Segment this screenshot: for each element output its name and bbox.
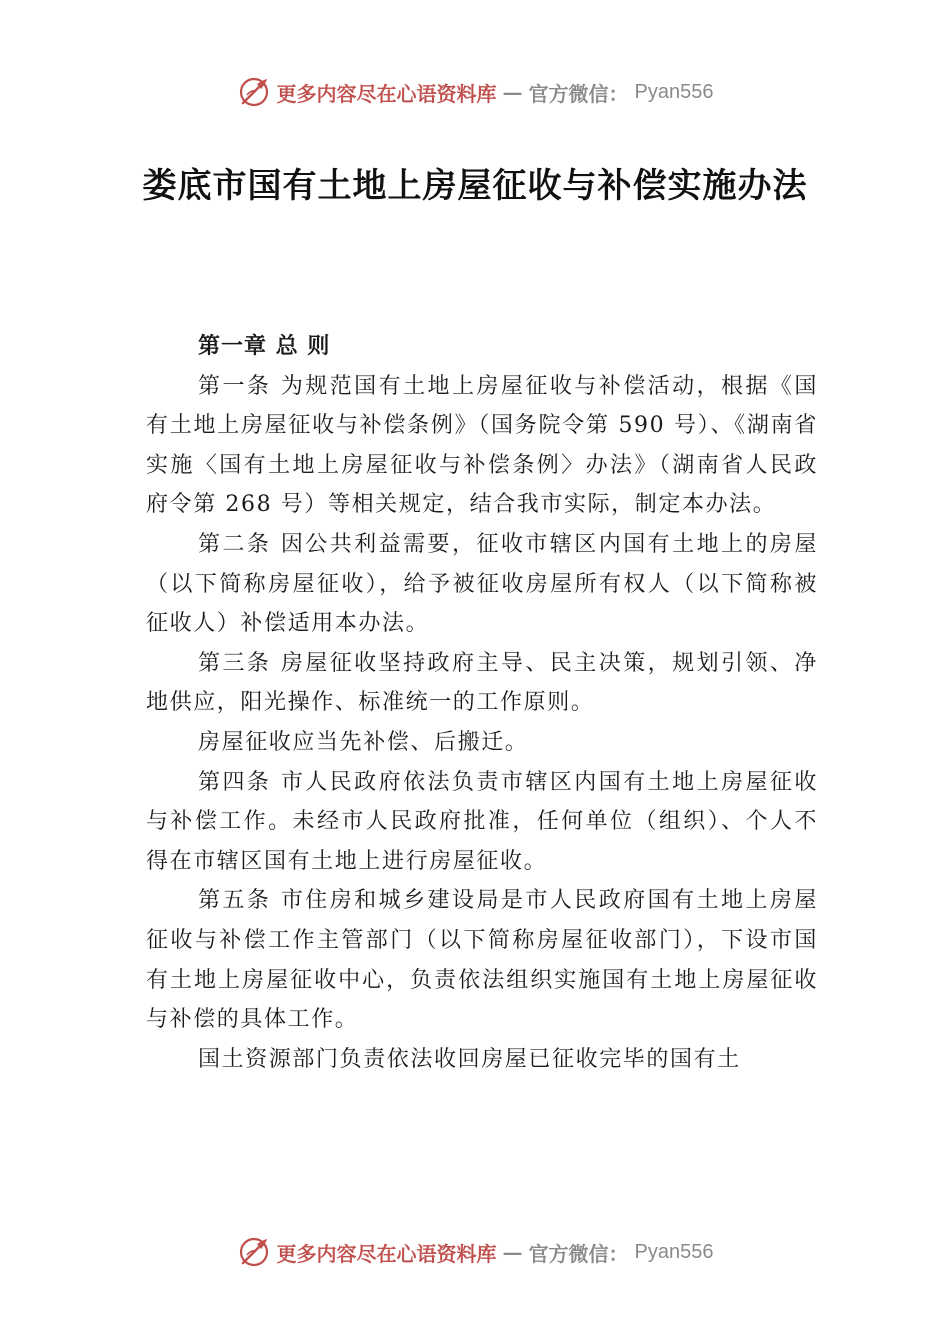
document-body xyxy=(146,327,818,1079)
quill-seal-icon xyxy=(237,1235,271,1269)
article-5-paragraph: 第五条 市住房和城乡建设局是市人民政府国有土地上房屋征收与补偿工作主管部门（以下简称房屋征收部门），下设市国有土地上房屋征收中心，负责依法组织实施国有土地上房屋征收与补偿的具体工作。 xyxy=(146,888,818,1033)
watermark-separator: — xyxy=(502,80,523,104)
footer-watermark xyxy=(0,1232,950,1272)
watermark-brand: 更多内容尽在心语资料库 xyxy=(276,81,497,106)
article-1-paragraph: 第一条 为规范国有土地上房屋征收与补偿活动，根据《国有土地上房屋征收与补偿条例》（国务院令第 590 号）、《湖南省实施〈国有土地上房屋征收与补偿条例〉办法》（湖南省人民政府令第 268 号）等相关规定，结合我市实际，制定本办法。 xyxy=(146,373,818,518)
watermark-wechat-id: Pyan556 xyxy=(634,1240,714,1263)
article-5-subparagraph: 国土资源部门负责依法收回房屋已征收完毕的国有土 xyxy=(198,1046,741,1072)
watermark-wechat-label: 官方微信： xyxy=(528,81,629,106)
watermark-brand: 更多内容尽在心语资料库 xyxy=(276,1241,497,1266)
article-3-paragraph: 第三条 房屋征收坚持政府主导、民主决策，规划引领、净地供应，阳光操作、标准统一的工作原则。 xyxy=(146,650,818,716)
article-2-paragraph: 第二条 因公共利益需要，征收市辖区内国有土地上的房屋（以下简称房屋征收），给予被征收房屋所有权人（以下简称被征收人）补偿适用本办法。 xyxy=(146,531,818,637)
chapter-heading: 第一章 总 则 xyxy=(198,334,331,359)
watermark-wechat-label: 官方微信： xyxy=(528,1241,629,1266)
watermark-separator: — xyxy=(502,1240,523,1264)
article-3-subparagraph: 房屋征收应当先补偿、后搬迁。 xyxy=(198,729,529,755)
watermark-wechat-id: Pyan556 xyxy=(634,80,714,103)
article-4-paragraph: 第四条 市人民政府依法负责市辖区内国有土地上房屋征收与补偿工作。未经市人民政府批准，任何单位（组织）、个人不得在市辖区国有土地上进行房屋征收。 xyxy=(146,769,818,874)
document-title: 娄底市国有土地上房屋征收与补偿实施办法 xyxy=(142,166,808,206)
header-watermark xyxy=(0,72,950,112)
quill-seal-icon xyxy=(237,75,271,109)
